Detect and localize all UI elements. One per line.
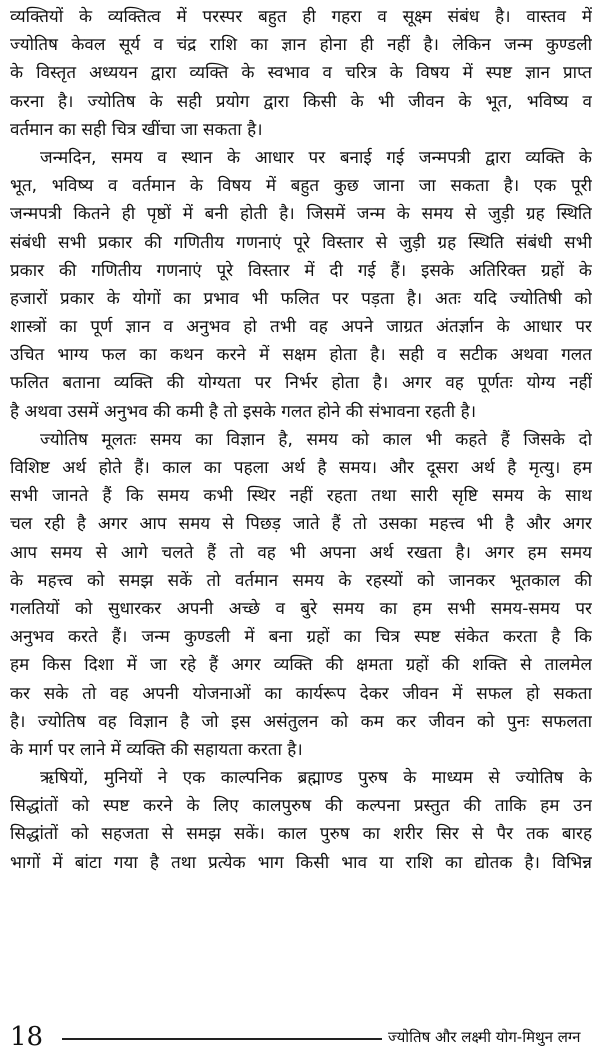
text-line: सिद्धांतों को स्पष्ट करने के लिए कालपुरुष की कल्पना प्रस्तुत की ताकि हम उन [10, 796, 592, 817]
text-line: आप समय से आगे चलते हैं तो वह भी अपना अर्थ रखता है। अगर हम समय [10, 542, 592, 563]
paragraph-2 [10, 144, 592, 426]
page-body-text [10, 3, 592, 877]
text-line: कर सके तो वह अपनी योजनाओं का कार्यरूप देकर जीवन में सफल हो सकता [10, 683, 592, 704]
running-title: ज्योतिष और लक्ष्मी योग-मिथुन लग्न [388, 1028, 581, 1046]
page-number: 18 [10, 1022, 44, 1052]
text-line: प्रकार की गणितीय गणनाएं पूरे विस्तार में दी गई हैं। इसके अतिरिक्त ग्रहों के [10, 260, 592, 281]
text-line: है। ज्योतिष वह विज्ञान है जो इस असंतुलन को कम कर जीवन को पुनः सफलता [10, 711, 592, 732]
text-line: ऋषियों, मुनियों ने एक काल्पनिक ब्रह्माण्ड पुरुष के माध्यम से ज्योतिष के [40, 768, 592, 789]
paragraph-4 [10, 764, 592, 877]
text-line: जन्मपत्री कितने ही पृष्ठों में बनी होती है। जिसमें जन्म के समय से जुड़ी ग्रह स्थिति [10, 204, 592, 225]
text-line: विशिष्ट अर्थ होते हैं। काल का पहला अर्थ है समय। और दूसरा अर्थ है मृत्यु। हम [10, 458, 592, 478]
text-line: उचित भाग्य फल का कथन करने में सक्षम होता है। सही व सटीक अथवा गलत [10, 345, 592, 366]
text-line: संबंधी सभी प्रकार की गणितीय गणनाएं पूरे विस्तार से जुड़ी ग्रह स्थिति संबंधी सभी [10, 232, 592, 253]
footer-divider-line [62, 1038, 382, 1040]
book-page [10, 0, 592, 1062]
text-line: ज्योतिष केवल सूर्य व चंद्र राशि का ज्ञान होना ही नहीं है। लेकिन जन्म कुण्डली [10, 35, 592, 56]
paragraph-1 [10, 3, 592, 144]
text-line: व्यक्तियों के व्यक्तित्व में परस्पर बहुत ही गहरा व सूक्ष्म संबंध है। वास्तव में [10, 7, 592, 27]
text-line: भूत, भविष्य व वर्तमान के विषय में बहुत कुछ जाना जा सकता है। एक पूरी [10, 176, 592, 197]
text-line: गलतियों को सुधारकर अपनी अच्छे व बुरे समय का हम सभी समय-समय पर [10, 598, 592, 619]
text-line: करना है। ज्योतिष के सही प्रयोग द्वारा किसी के भी जीवन के भूत, भविष्य व [10, 91, 592, 112]
text-line: भागों में बांटा गया है तथा प्रत्येक भाग किसी भाव या राशि का द्योतक है। विभिन्न [10, 852, 592, 873]
text-line: सभी जानते हैं कि समय कभी स्थिर नहीं रहता तथा सारी सृष्टि समय के साथ [10, 486, 592, 507]
text-line: हम किस दिशा में जा रहे हैं अगर व्यक्ति की क्षमता ग्रहों की शक्ति से तालमेल [10, 655, 592, 676]
text-line: है अथवा उसमें अनुभव की कमी है तो इसके गलत होने की संभावना रहती है। [10, 401, 477, 422]
text-line: हजारों प्रकार के योगों का प्रभाव भी फलित पर पड़ता है। अतः यदि ज्योतिषी को [10, 288, 592, 309]
text-line: के महत्त्व को समझ सकें तो वर्तमान समय के रहस्यों को जानकर भूतकाल की [10, 570, 592, 591]
text-line: के मार्ग पर लाने में व्यक्ति की सहायता करता है। [10, 739, 303, 760]
text-line: वर्तमान का सही चित्र खींचा जा सकता है। [10, 119, 263, 140]
text-line: चल रही है अगर आप समय से पिछड़ जाते हैं तो उसका महत्त्व भी है और अगर [10, 514, 592, 535]
text-line: जन्मदिन, समय व स्थान के आधार पर बनाई गई जन्मपत्री द्वारा व्यक्ति के [40, 147, 592, 168]
paragraph-3 [10, 426, 592, 764]
text-line: सिद्धांतों को सहजता से समझ सकें। काल पुरुष का शरीर सिर से पैर तक बारह [10, 824, 592, 845]
text-line: अनुभव करते हैं। जन्म कुण्डली में बना ग्रहों का चित्र स्पष्ट संकेत करता है कि [10, 627, 592, 648]
text-line: फलित बताना व्यक्ति की योग्यता पर निर्भर होता है। अगर वह पूर्णतः योग्य नहीं [10, 373, 592, 394]
text-line: शास्त्रों का पूर्ण ज्ञान व अनुभव हो तभी वह अपने जाग्रत अंतर्ज्ञान के आधार पर [10, 317, 592, 338]
text-line: के विस्तृत अध्ययन द्वारा व्यक्ति के स्वभाव व चरित्र के विषय में स्पष्ट ज्ञान प्राप्त [10, 63, 592, 84]
page-footer [10, 1016, 592, 1056]
text-line: ज्योतिष मूलतः समय का विज्ञान है, समय को काल भी कहते हैं जिसके दो [40, 429, 592, 450]
